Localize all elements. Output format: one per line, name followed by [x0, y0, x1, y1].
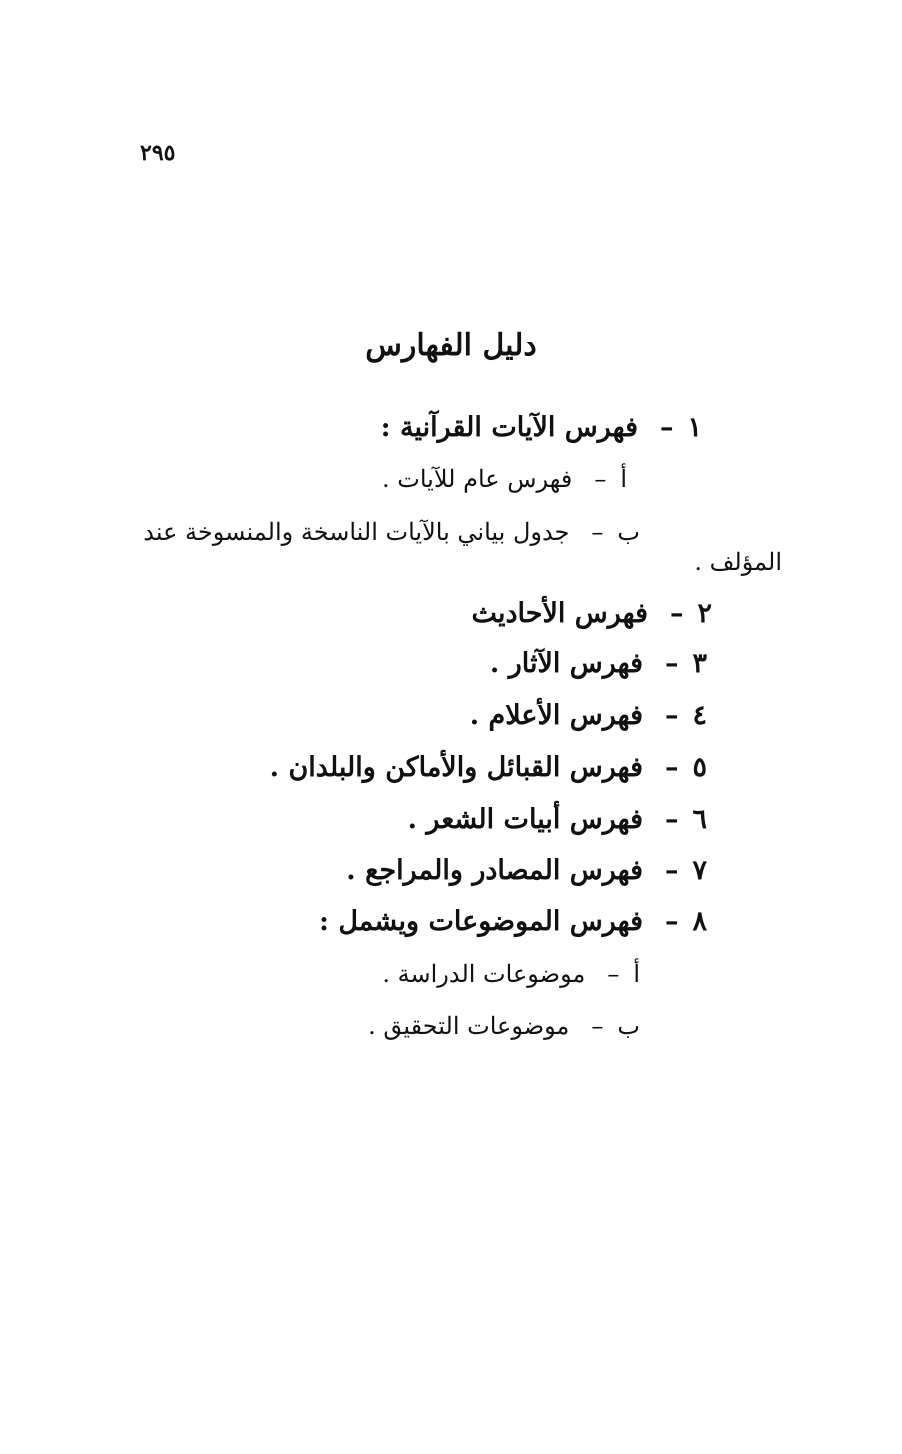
entry-text-continuation: المؤلف .: [694, 548, 782, 576]
entry-text: فهرس الآيات القرآنية :: [380, 412, 638, 443]
index-entry-3: [490, 648, 707, 680]
page-number: ٢٩٥: [140, 140, 176, 166]
entry-dash: –: [591, 1012, 604, 1040]
entry-dash: –: [591, 518, 604, 546]
entry-text: موضوعات التحقيق .: [368, 1012, 570, 1040]
index-entry-5: [270, 752, 707, 784]
index-entry-2: [472, 598, 713, 630]
index-entry-8: [319, 906, 707, 938]
entry-dash: –: [664, 804, 679, 835]
entry-number: ٦: [692, 804, 707, 835]
entry-letter: أ: [620, 465, 627, 493]
entry-number: ٨: [692, 906, 707, 937]
index-subentry-8a: [382, 960, 640, 989]
entry-text: فهرس المصادر والمراجع .: [346, 855, 643, 886]
index-subentry-1a: [382, 465, 627, 494]
entry-letter: ب: [617, 1012, 640, 1040]
entry-text: فهرس القبائل والأماكن والبلدان .: [269, 752, 643, 783]
index-subentry-1b: [143, 518, 640, 547]
entry-dash: –: [659, 412, 674, 443]
index-subentry-8b: [368, 1012, 640, 1041]
entry-text: فهرس الآثار .: [489, 648, 643, 679]
entry-text: جدول بياني بالآيات الناسخة والمنسوخة عند: [143, 518, 570, 546]
entry-dash: –: [664, 906, 679, 937]
entry-dash: –: [664, 700, 679, 731]
entry-number: ٣: [692, 648, 707, 679]
entry-text: فهرس الموضوعات ويشمل :: [318, 906, 643, 937]
entry-text: موضوعات الدراسة .: [382, 960, 586, 988]
entry-text: فهرس عام للآيات .: [382, 465, 573, 493]
entry-text: فهرس أبيات الشعر .: [407, 804, 643, 835]
entry-text: فهرس الأعلام .: [469, 700, 643, 731]
entry-dash: –: [664, 752, 679, 783]
entry-number: ٥: [692, 752, 707, 783]
entry-dash: –: [669, 598, 684, 629]
page-title: دليل الفهارس: [365, 328, 537, 363]
index-subentry-1b-continuation: [694, 548, 782, 577]
entry-dash: –: [664, 855, 679, 886]
entry-number: ٧: [692, 855, 707, 886]
entry-dash: –: [607, 960, 620, 988]
entry-number: ١: [687, 412, 702, 443]
index-entry-4: [470, 700, 707, 732]
entry-letter: أ: [633, 960, 640, 988]
entry-text: فهرس الأحاديث: [471, 598, 648, 629]
entry-dash: –: [664, 648, 679, 679]
entry-dash: –: [594, 465, 607, 493]
entry-number: ٤: [692, 700, 707, 731]
index-entry-7: [346, 855, 707, 887]
entry-letter: ب: [617, 518, 640, 546]
entry-number: ٢: [697, 598, 712, 629]
index-entry-6: [408, 804, 707, 836]
index-entry-1: [381, 412, 702, 444]
